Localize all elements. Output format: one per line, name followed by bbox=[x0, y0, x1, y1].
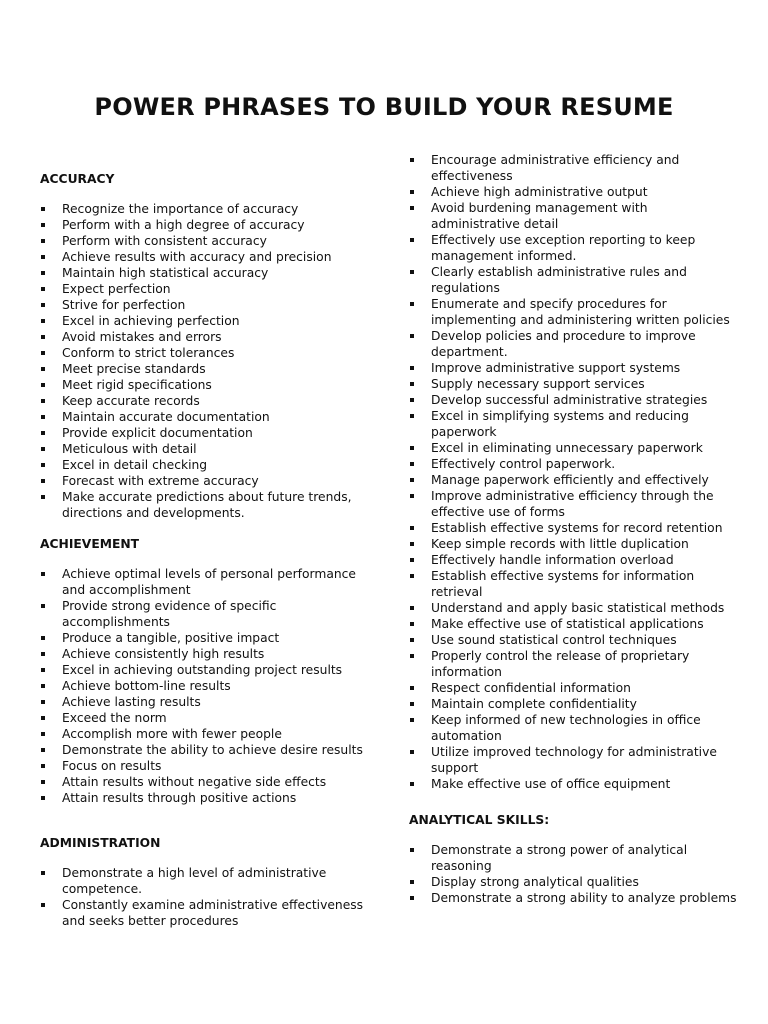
list-administration-continued bbox=[409, 152, 739, 792]
list-item: Focus on results bbox=[40, 758, 370, 774]
list-item: Enumerate and specify procedures for implementing and administering written policies bbox=[409, 296, 739, 328]
list-item: Develop policies and procedure to improve department. bbox=[409, 328, 739, 360]
list-item: Achieve optimal levels of personal performance and accomplishment bbox=[40, 566, 370, 598]
list-item: Excel in eliminating unnecessary paperwork bbox=[409, 440, 739, 456]
list-item: Effectively handle information overload bbox=[409, 552, 739, 568]
list-item: Forecast with extreme accuracy bbox=[40, 473, 370, 489]
list-achievement bbox=[40, 566, 370, 806]
list-item: Develop successful administrative strategies bbox=[409, 392, 739, 408]
list-item: Encourage administrative efficiency and effectiveness bbox=[409, 152, 739, 184]
list-item: Attain results without negative side effects bbox=[40, 774, 370, 790]
list-item: Demonstrate a strong ability to analyze problems bbox=[409, 890, 739, 906]
list-item: Effectively use exception reporting to keep management informed. bbox=[409, 232, 739, 264]
list-item: Achieve consistently high results bbox=[40, 646, 370, 662]
list-item: Keep simple records with little duplication bbox=[409, 536, 739, 552]
list-item: Recognize the importance of accuracy bbox=[40, 201, 370, 217]
list-item: Achieve lasting results bbox=[40, 694, 370, 710]
list-item: Establish effective systems for information retrieval bbox=[409, 568, 739, 600]
list-item: Produce a tangible, positive impact bbox=[40, 630, 370, 646]
list-item: Supply necessary support services bbox=[409, 376, 739, 392]
list-item: Achieve high administrative output bbox=[409, 184, 739, 200]
list-item: Use sound statistical control techniques bbox=[409, 632, 739, 648]
list-analytical-skills bbox=[409, 842, 739, 906]
list-item: Excel in detail checking bbox=[40, 457, 370, 473]
list-item: Provide explicit documentation bbox=[40, 425, 370, 441]
list-item: Attain results through positive actions bbox=[40, 790, 370, 806]
list-item: Meticulous with detail bbox=[40, 441, 370, 457]
list-item: Improve administrative support systems bbox=[409, 360, 739, 376]
list-item: Meet precise standards bbox=[40, 361, 370, 377]
list-item: Properly control the release of proprietary information bbox=[409, 648, 739, 680]
heading-achievement: ACHIEVEMENT bbox=[40, 537, 140, 551]
heading-analytical-skills: ANALYTICAL SKILLS: bbox=[409, 813, 550, 827]
list-item: Expect perfection bbox=[40, 281, 370, 297]
list-item: Improve administrative efficiency through the effective use of forms bbox=[409, 488, 739, 520]
list-item: Make effective use of statistical applications bbox=[409, 616, 739, 632]
list-item: Exceed the norm bbox=[40, 710, 370, 726]
list-item: Demonstrate a high level of administrative competence. bbox=[40, 865, 370, 897]
list-item: Achieve bottom-line results bbox=[40, 678, 370, 694]
list-item: Keep informed of new technologies in office automation bbox=[409, 712, 739, 744]
list-item: Conform to strict tolerances bbox=[40, 345, 370, 361]
heading-administration: ADMINISTRATION bbox=[40, 836, 161, 850]
list-item: Keep accurate records bbox=[40, 393, 370, 409]
list-item: Display strong analytical qualities bbox=[409, 874, 739, 890]
list-accuracy bbox=[40, 201, 370, 521]
list-item: Avoid mistakes and errors bbox=[40, 329, 370, 345]
list-item: Provide strong evidence of specific accomplishments bbox=[40, 598, 370, 630]
list-item: Make effective use of office equipment bbox=[409, 776, 739, 792]
list-item: Accomplish more with fewer people bbox=[40, 726, 370, 742]
page-title: POWER PHRASES TO BUILD YOUR RESUME bbox=[94, 93, 674, 121]
list-item: Perform with a high degree of accuracy bbox=[40, 217, 370, 233]
list-item: Maintain high statistical accuracy bbox=[40, 265, 370, 281]
list-item: Make accurate predictions about future trends, directions and developments. bbox=[40, 489, 370, 521]
list-item: Excel in achieving outstanding project results bbox=[40, 662, 370, 678]
heading-accuracy: ACCURACY bbox=[40, 172, 115, 186]
list-item: Establish effective systems for record retention bbox=[409, 520, 739, 536]
list-item: Effectively control paperwork. bbox=[409, 456, 739, 472]
list-item: Respect confidential information bbox=[409, 680, 739, 696]
list-item: Demonstrate a strong power of analytical reasoning bbox=[409, 842, 739, 874]
list-item: Clearly establish administrative rules and regulations bbox=[409, 264, 739, 296]
list-item: Achieve results with accuracy and precision bbox=[40, 249, 370, 265]
list-item: Understand and apply basic statistical methods bbox=[409, 600, 739, 616]
list-item: Excel in achieving perfection bbox=[40, 313, 370, 329]
list-administration bbox=[40, 865, 370, 929]
list-item: Demonstrate the ability to achieve desire results bbox=[40, 742, 370, 758]
list-item: Constantly examine administrative effectiveness and seeks better procedures bbox=[40, 897, 370, 929]
list-item: Meet rigid specifications bbox=[40, 377, 370, 393]
list-item: Maintain accurate documentation bbox=[40, 409, 370, 425]
list-item: Excel in simplifying systems and reducing paperwork bbox=[409, 408, 739, 440]
list-item: Utilize improved technology for administrative support bbox=[409, 744, 739, 776]
list-item: Perform with consistent accuracy bbox=[40, 233, 370, 249]
list-item: Manage paperwork efficiently and effectively bbox=[409, 472, 739, 488]
list-item: Avoid burdening management with administrative detail bbox=[409, 200, 739, 232]
list-item: Strive for perfection bbox=[40, 297, 370, 313]
list-item: Maintain complete confidentiality bbox=[409, 696, 739, 712]
